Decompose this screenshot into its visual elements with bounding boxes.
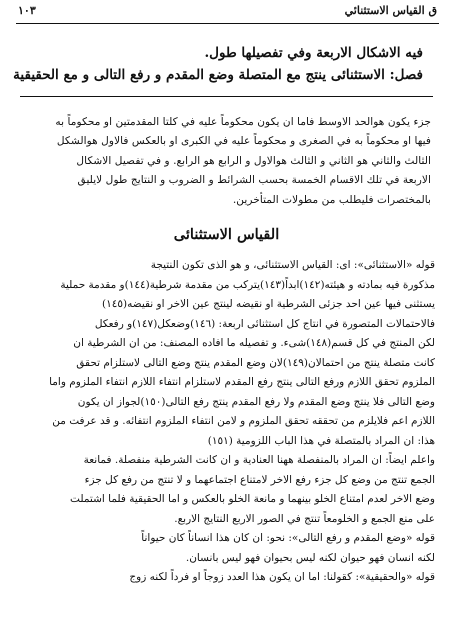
commentary-line: الاربعة في تلك الاقسام الخمسة بحسب الشرائط و الضروب و النتايج طول لايليق: [77, 173, 431, 187]
sharh-line: يستثنى فيها عين احد جزئى الشرطية او نقيضه لينتج عين الاخر او نقيضه(١٤٥): [101, 298, 435, 310]
sharh-line: قوله «وضع المقدم و رفع التالى»: نحو: ان كان هذا انساناً كان حيواناً: [141, 532, 435, 544]
sharh-line: الجمع تنتج من وضع كل جزء رفع الاخر لامتناع اجتماعهما و لا تنتج من رفع كل جزء: [84, 473, 435, 486]
commentary-text: [22, 112, 431, 209]
sharh-line: لكنه انسان فهو حيوان لكنه ليس بحيوان فهو ليس بانسان.: [185, 551, 435, 564]
sharh-line: لكن المنتج في كل قسم(١٤٨)شىء. و تفصيله ما افاده المصنف: من ان الشرطية ان: [73, 337, 435, 349]
main-text: [13, 42, 423, 86]
sharh-line: فالاحتمالات المتصورة في انتاج كل استثنائى اربعة: (١٤٦)وضعكل(١٤٧)و رفعكل: [94, 317, 435, 330]
sharh-line: قوله «الاستثنائى»: اى: القياس الاستثنائى، و هو الذى تكون النتيجة: [150, 259, 435, 271]
sharh-line: مذكورة فيه بمادته و هيئته(١٤٢)ابداً(١٤٣)يتركب من مقدمة شرطية(١٤٤)و مقدمة حملية: [60, 278, 435, 291]
sharh-line: هذا: ان المراد بالمتصلة في هذا الباب اللزومية (١٥١): [207, 434, 435, 447]
sharh-line: قوله «والحقيقية»: كقولنا: اما ان يكون هذا العدد زوجاً او فرداً لكنه زوج: [129, 571, 435, 583]
sharh-line: وضع التالى فلا ينتج وضع المقدم ولا رفع المقدم ينتج رفع التالى(١٥٠)لجواز ان يكون: [77, 395, 435, 408]
main-line: فيه الاشكال الاربعة وفي تفصيلها طول.: [204, 45, 423, 61]
header-rule: [16, 23, 439, 24]
sharh-line: واعلم ايضاً: ان المراد بالمنفصلة ههنا العنادية و ان كانت الشرطية منفصلة. فمانعة: [83, 454, 435, 466]
sharh-text: [18, 256, 435, 588]
sharh-line: وضع الاخر لعدم امتناع الخلو بينهما و مانعة الخلو بالعكس و اما الحقيقية فلما اشتملت: [70, 493, 435, 505]
sharh-line: اللازم اعم فلايلزم من تحققه تحقق الملزوم و لامن انتفاء الملزوم انتفائه. و قد عرفت من: [52, 415, 435, 427]
commentary-line: فيها او محكوماً به في الصغرى و محكوماً عليه في الكبرى او بالعكس فالاول هوالشكل: [56, 134, 431, 148]
page-number: ١٠٣: [18, 4, 36, 17]
commentary-line: جزء يكون هوالحد الاوسط فاما ان يكون محكوماً عليه في كلتا المقدمتين او محكوماً به: [55, 115, 431, 128]
sharh-line: الملزوم تحقق اللازم ورفع التالى ينتج رفع المقدم لاستلزام انتفاء اللازم انتفاء الملزوم واما: [49, 376, 435, 388]
section-divider: [20, 96, 433, 97]
commentary-line: الثالث والثاني هو الثاني و الثالث هوالاول و الرابع هو الرابع. و في تفصيل الاشكال: [76, 153, 431, 167]
sharh-line: كانت متصلة ينتج من احتمالان(١٤٩)لان وضع المقدم ينتج وضع التالى لاستلزام تحقق: [76, 356, 435, 369]
header-title: ق القياس الاستثنائي: [344, 4, 437, 17]
sharh-line: على منع الجمع و الخلومعاً تنتج في الصور الاربع النتايج الاربع.: [174, 512, 435, 525]
main-line: فصل: الاستثنائى ينتج مع المتصلة وضع المقدم و رفع التالى و مع الحقيقية: [13, 67, 423, 83]
commentary-line: بالمختصرات فليطلب من مطولات المتأخرين.: [232, 192, 431, 206]
running-header: [18, 4, 437, 22]
section-heading: القياس الاستثنائى: [173, 226, 280, 243]
